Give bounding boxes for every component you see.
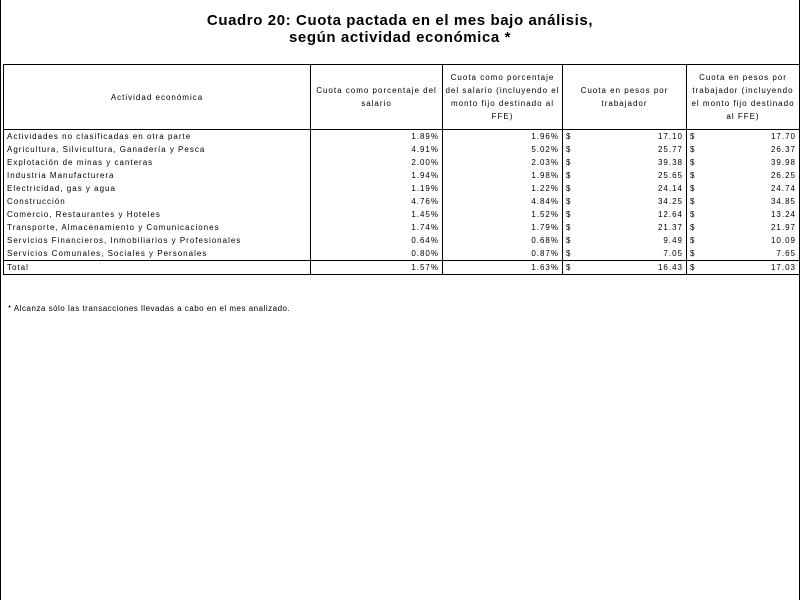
header-pesos-ffe: Cuota en pesos por trabajador (incluyendo el monto fijo destinado al FFE) [687, 65, 800, 130]
cell-pesos-ffe [687, 130, 800, 144]
footnote: * Alcanza sólo las transacciones llevadas a cabo en el mes analizado. [8, 304, 291, 313]
cell-pct: 4.76% [311, 195, 443, 208]
cell-value: 25.77 [657, 145, 683, 154]
cell-actividad: Comercio, Restaurantes y Hoteles [4, 208, 311, 221]
cell-actividad: Servicios Financieros, Inmobiliarios y Profesionales [4, 234, 311, 247]
table-body [4, 130, 800, 275]
table-row [4, 182, 800, 195]
cell-value: 39.38 [657, 158, 683, 167]
cell-value: 17.10 [657, 132, 683, 141]
title-line-1: Cuadro 20: Cuota pactada en el mes bajo análisis, [206, 12, 594, 29]
table-total-row [4, 261, 800, 275]
cell-value: 7.05 [663, 249, 683, 258]
cell-pesos-ffe [687, 208, 800, 221]
cell-actividad: Industria Manufacturera [4, 169, 311, 182]
cell-value: 17.03 [770, 263, 796, 272]
cell-pesos-ffe [687, 169, 800, 182]
cell-pesos-ffe [687, 247, 800, 261]
cell-value: 26.25 [770, 171, 796, 180]
cell-value: 26.37 [770, 145, 796, 154]
cell-pesos-ffe [687, 156, 800, 169]
cell-actividad: Transporte, Almacenamiento y Comunicaciones [4, 221, 311, 234]
title-line-2: según actividad económica * [288, 29, 512, 46]
cell-pesos [563, 156, 687, 169]
table-row [4, 143, 800, 156]
currency-symbol: $ [690, 249, 696, 258]
cell-pesos-ffe [687, 234, 800, 247]
cell-value: 34.25 [657, 197, 683, 206]
currency-symbol: $ [566, 171, 572, 180]
cell-pct-ffe: 1.79% [443, 221, 563, 234]
currency-symbol: $ [566, 158, 572, 167]
cell-pesos [563, 261, 687, 275]
table-header-row [4, 65, 800, 130]
currency-symbol: $ [690, 236, 696, 245]
cell-actividad: Agricultura, Silvicultura, Ganadería y Pesca [4, 143, 311, 156]
cell-value: 21.97 [770, 223, 796, 232]
currency-symbol: $ [690, 132, 696, 141]
cell-value: 39.98 [770, 158, 796, 167]
currency-symbol: $ [566, 249, 572, 258]
cell-pct-ffe: 1.22% [443, 182, 563, 195]
cell-pct: 1.74% [311, 221, 443, 234]
table-row [4, 221, 800, 234]
cell-pesos-ffe [687, 195, 800, 208]
currency-symbol: $ [690, 158, 696, 167]
cell-value: 16.43 [657, 263, 683, 272]
currency-symbol: $ [566, 223, 572, 232]
table-row [4, 195, 800, 208]
header-actividad: Actividad económica [4, 65, 311, 130]
cell-pct-ffe: 1.96% [443, 130, 563, 144]
table-row [4, 208, 800, 221]
cell-pct-ffe: 2.03% [443, 156, 563, 169]
cell-value: 9.49 [663, 236, 683, 245]
currency-symbol: $ [690, 184, 696, 193]
cell-pct: 1.45% [311, 208, 443, 221]
cell-value: 24.14 [657, 184, 683, 193]
currency-symbol: $ [566, 197, 572, 206]
currency-symbol: $ [566, 236, 572, 245]
cell-value: 10.09 [770, 236, 796, 245]
cell-pct-ffe: 1.52% [443, 208, 563, 221]
cell-pct: 1.57% [311, 261, 443, 275]
currency-symbol: $ [566, 263, 572, 272]
header-pct-ffe: Cuota como porcentaje del salario (incluyendo el monto fijo destinado al FFE) [443, 65, 563, 130]
cell-pct-ffe: 0.68% [443, 234, 563, 247]
cell-pct: 4.91% [311, 143, 443, 156]
cell-value: 7.65 [776, 249, 796, 258]
cell-actividad: Electricidad, gas y agua [4, 182, 311, 195]
cell-value: 13.24 [770, 210, 796, 219]
cell-pesos-ffe [687, 221, 800, 234]
table-row [4, 130, 800, 144]
cell-pesos [563, 221, 687, 234]
cell-actividad: Construcción [4, 195, 311, 208]
cell-value: 24.74 [770, 184, 796, 193]
cell-pesos [563, 169, 687, 182]
table-row [4, 169, 800, 182]
cell-value: 34.85 [770, 197, 796, 206]
cell-pesos [563, 130, 687, 144]
currency-symbol: $ [566, 210, 572, 219]
cell-pct-ffe: 0.87% [443, 247, 563, 261]
cell-pct: 2.00% [311, 156, 443, 169]
cell-pesos [563, 247, 687, 261]
cell-pct: 0.64% [311, 234, 443, 247]
header-pesos: Cuota en pesos por trabajador [563, 65, 687, 130]
cell-pesos-ffe [687, 143, 800, 156]
data-table [3, 64, 800, 275]
currency-symbol: $ [566, 132, 572, 141]
cell-actividad: Servicios Comunales, Sociales y Personales [4, 247, 311, 261]
cell-pesos [563, 208, 687, 221]
cell-value: 17.70 [770, 132, 796, 141]
currency-symbol: $ [690, 223, 696, 232]
currency-symbol: $ [566, 145, 572, 154]
currency-symbol: $ [566, 184, 572, 193]
cell-pct: 1.19% [311, 182, 443, 195]
table-row [4, 156, 800, 169]
currency-symbol: $ [690, 263, 696, 272]
cell-value: 21.37 [657, 223, 683, 232]
page-title [0, 12, 800, 46]
cell-pesos [563, 234, 687, 247]
cell-pesos-ffe [687, 261, 800, 275]
cell-actividad: Total [4, 261, 311, 275]
cell-pesos-ffe [687, 182, 800, 195]
cell-pct: 1.94% [311, 169, 443, 182]
table-row [4, 247, 800, 261]
cell-value: 12.64 [657, 210, 683, 219]
currency-symbol: $ [690, 171, 696, 180]
cell-pct-ffe: 4.84% [443, 195, 563, 208]
cell-actividad: Explotación de minas y canteras [4, 156, 311, 169]
table-row [4, 234, 800, 247]
cell-pct-ffe: 5.02% [443, 143, 563, 156]
currency-symbol: $ [690, 197, 696, 206]
header-pct: Cuota como porcentaje del salario [311, 65, 443, 130]
cell-pct: 0.80% [311, 247, 443, 261]
currency-symbol: $ [690, 210, 696, 219]
cell-pct: 1.89% [311, 130, 443, 144]
cell-pct-ffe: 1.63% [443, 261, 563, 275]
cell-pesos [563, 182, 687, 195]
slide-border-left [0, 0, 1, 600]
cell-pesos [563, 195, 687, 208]
cell-pesos [563, 143, 687, 156]
currency-symbol: $ [690, 145, 696, 154]
cell-actividad: Actividades no clasificadas en otra parte [4, 130, 311, 144]
cell-value: 25.65 [657, 171, 683, 180]
cell-pct-ffe: 1.98% [443, 169, 563, 182]
